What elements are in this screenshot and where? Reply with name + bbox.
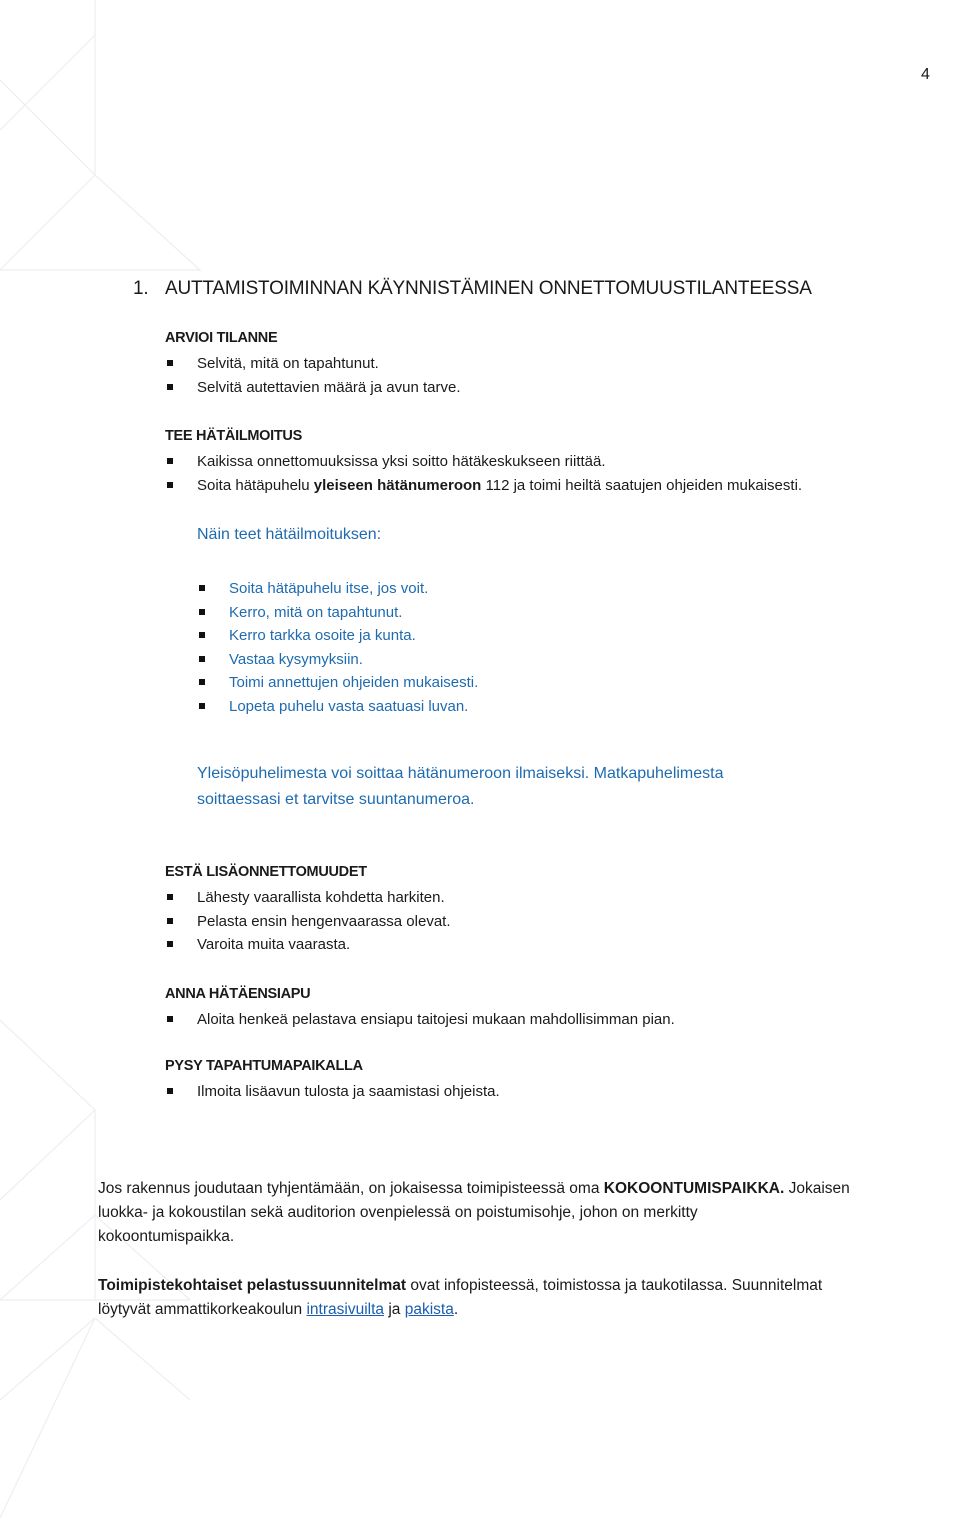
page-number: 4 <box>921 66 930 83</box>
section-number: 1. <box>133 278 149 299</box>
list-item: Vastaa kysymyksiin. <box>197 648 478 672</box>
assembly-line: luokka- ja kokoustilan sekä auditorion ovenpielessä on poistumisohje, johon on merkitty <box>98 1204 698 1221</box>
assembly-paragraph <box>98 1177 850 1249</box>
pakki-link[interactable]: pakista <box>404 1301 454 1318</box>
plans-paragraph <box>98 1274 822 1322</box>
plans-text: ovat infopisteessä, toimistossa ja taukotilassa. Suunnitelmat <box>406 1277 823 1294</box>
alarm-item2-start: Soita hätäpuhelu <box>197 476 314 494</box>
plans-line <box>98 1274 822 1298</box>
plans-text: . <box>453 1301 459 1318</box>
list-item: Kerro tarkka osoite ja kunta. <box>197 624 478 648</box>
list-item: Ilmoita lisäavun tulosta ja saamistasi ohjeista. <box>165 1080 500 1104</box>
section-title <box>133 278 812 300</box>
alarm-item2-end: 112 ja toimi heiltä saatujen ohjeiden mukaisesti. <box>481 476 803 494</box>
list-item: Aloita henkeä pelastava ensiapu taitojesi mukaan mahdollisimman pian. <box>165 1008 675 1032</box>
list-item: Soita hätäpuhelu itse, jos voit. <box>197 577 478 601</box>
prevent-list <box>165 886 451 957</box>
assembly-point-emphasis: KOKOONTUMISPAIKKA. <box>603 1180 785 1197</box>
list-item: Varoita muita vaarasta. <box>165 933 451 957</box>
alarm-heading: TEE HÄTÄILMOITUS <box>165 428 302 444</box>
plans-line <box>98 1298 822 1322</box>
stay-list <box>165 1080 500 1104</box>
section-title-text: AUTTAMISTOIMINNAN KÄYNNISTÄMINEN ONNETTOMUUSTILANTEESSA <box>165 278 812 299</box>
plans-text: ja <box>384 1301 405 1318</box>
list-item: Toimi annettujen ohjeiden mukaisesti. <box>197 671 478 695</box>
list-item: Kerro, mitä on tapahtunut. <box>197 601 478 625</box>
list-item: Lähesty vaarallista kohdetta harkiten. <box>165 886 451 910</box>
howto-list <box>197 577 478 718</box>
assembly-text: Jos rakennus joudutaan tyhjentämään, on jokaisessa toimipisteessä oma <box>98 1180 604 1197</box>
assess-list <box>165 352 460 399</box>
howto-note <box>197 761 724 813</box>
list-item: Selvitä autettavien määrä ja avun tarve. <box>165 376 460 400</box>
intranet-link[interactable]: intrasivuilta <box>306 1301 385 1318</box>
howto-note-line: Yleisöpuhelimesta voi soittaa hätänumeroon ilmaiseksi. Matkapuhelimesta <box>197 765 724 782</box>
assembly-text: Jokaisen <box>784 1180 850 1197</box>
list-item: Kaikissa onnettomuuksissa yksi soitto hätäkeskukseen riittää. <box>165 450 802 474</box>
list-item <box>165 474 802 498</box>
howto-note-line: soittaessasi et tarvitse suuntanumeroa. <box>197 791 475 808</box>
list-item: Lopeta puhelu vasta saatuasi luvan. <box>197 695 478 719</box>
plans-emphasis: Toimipistekohtaiset pelastussuunnitelmat <box>98 1277 407 1294</box>
prevent-heading: ESTÄ LISÄONNETTOMUUDET <box>165 864 367 880</box>
emergency-number-emphasis: yleiseen hätänumeroon <box>313 476 482 494</box>
assembly-line: kokoontumispaikka. <box>98 1228 235 1245</box>
assess-heading: ARVIOI TILANNE <box>165 330 278 346</box>
assembly-line <box>98 1177 850 1201</box>
firstaid-heading: ANNA HÄTÄENSIAPU <box>165 986 311 1002</box>
alarm-list <box>165 450 802 497</box>
list-item: Pelasta ensin hengenvaarassa olevat. <box>165 910 451 934</box>
howto-heading: Näin teet hätäilmoituksen: <box>197 526 382 543</box>
list-item: Selvitä, mitä on tapahtunut. <box>165 352 460 376</box>
stay-heading: PYSY TAPAHTUMAPAIKALLA <box>165 1058 363 1074</box>
firstaid-list <box>165 1008 675 1032</box>
plans-text: löytyvät ammattikorkeakoulun <box>98 1301 307 1318</box>
